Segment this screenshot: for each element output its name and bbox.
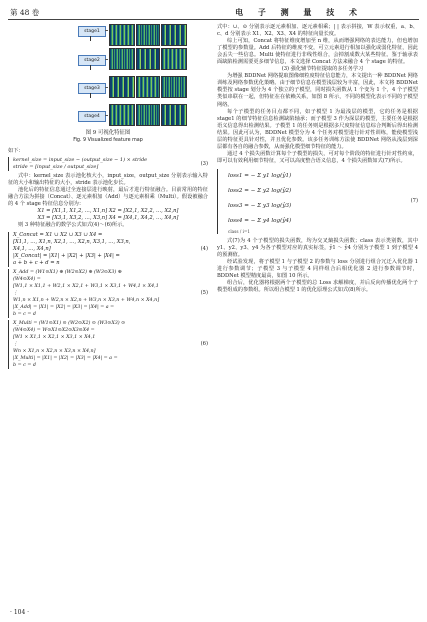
paragraph: 每个子模型的任务目点都不同，如子模型 1 为最浅层的模型，它的任务是根据 stage1 的细节特征信息检测缺陷轴承；而子模型 3 作为深层的模型，主要任务是根据语义信息得出检测结果。子模型 1 的任务则是根据多尺度特征信息综合判断后得出检测结果。因此可认为，BDDNet 模型分为 4 个任务对模型进行针对性训练，能使模型浅层的特征更具针对性，并且优化参数。该多任务训练方法使 BDDNet 网络从浅层到深层都有各自的融合参数，从而强化模型细节特征的能力。 bbox=[217, 108, 418, 150]
header-rule bbox=[8, 19, 419, 20]
equation-line: ⋮ bbox=[13, 290, 18, 296]
paragraph: 式中：∪、⊙ 分别表示逐元素相加、逐元素相乘；| | 表示拼接，W 表示权重，a、b、c、d 分别表示 X1、X2、X3、X4 的特征向量长度。 bbox=[217, 24, 418, 38]
connector bbox=[105, 87, 108, 88]
stage2-box: stage2 bbox=[78, 55, 106, 66]
equation-line: |X_Add| = |X1| = |X2| = |X3| = |X4| = a = bbox=[13, 304, 115, 310]
page-number: · 104 · bbox=[10, 609, 30, 616]
stage4-box: stage4 bbox=[78, 111, 106, 122]
equation-line: b = c = d bbox=[13, 363, 36, 369]
equation-4 bbox=[8, 232, 208, 267]
paragraph: 通过 4 个损失函数计算每个子模型的损失，可对每个阶段的特征进行针对性约束，即可以有效利用细节特征，又可以高度整合语义信息，4 个损失函数如式(7)所示。 bbox=[217, 150, 418, 164]
paragraph: 式中：kernel_size 表示池化核大小，input_size，output_size 分别表示输入特征的大小和输出特征的大小，stride 表示池化步长。 bbox=[8, 173, 208, 187]
feature-map-2c bbox=[161, 48, 187, 70]
flow-arrow bbox=[90, 36, 91, 41]
feature-map-2a bbox=[109, 48, 135, 70]
journal-title: 电 子 测 量 技 术 bbox=[235, 7, 363, 17]
equation-line: [X1,1, …, X1,n, X2,1, …, X2,n, X3,1, …, X3,n, bbox=[13, 238, 131, 245]
equation-line: stride = ⌊input_size / output_size⌋ bbox=[13, 164, 99, 171]
equation-line: X_Multi = (W1⊙X1) ⊙ (W2⊙X2) ⊙ (W3⊙X3) ⊙ bbox=[13, 321, 126, 327]
connector bbox=[105, 59, 108, 60]
equation-6 bbox=[8, 320, 208, 369]
feature-map-figure bbox=[8, 24, 208, 148]
paragraph: 式(7)为 4 个子模型的损失函数，均为交叉熵损失函数；class 表示类别数，其中 y1、y2、y3、y4 为各子模型对应的真实标签，ŷ1 ～ ŷ4 分别为子模型 1 到子模型 4 的预测值。 bbox=[217, 237, 418, 259]
equation-inline: X1 = [X1,1, X1,2, …, X1,n] X2 = [X2,1, X2,2, …, X2,n] bbox=[37, 208, 179, 215]
feature-map-1b bbox=[136, 24, 160, 46]
equation-line: X_Concat = X1 ∪ X2 ∪ X3 ∪ X4 = bbox=[13, 231, 103, 238]
feature-map-4c bbox=[161, 104, 187, 126]
sum-upper-limit: class bbox=[228, 228, 239, 234]
equation-number: (7) bbox=[410, 197, 418, 204]
equation-number: (6) bbox=[200, 341, 208, 348]
stage3-box: stage3 bbox=[78, 83, 106, 94]
figure-caption-en: Fig. 9 Visualized feature map bbox=[73, 138, 143, 143]
paragraph: 组合后，优化器将根据两个子模型的总 Loss 求解梯度，并后反向传播优化两个子模型组成的参数组。所以组合模型 1 的优化原理公式如式(8)所示。 bbox=[217, 280, 418, 294]
equation-line: ⋮ bbox=[13, 342, 18, 348]
loss-line: loss2 = − Σ y2 log(ŷ2) bbox=[228, 187, 292, 194]
equation-line: (W4⊙X4) = bbox=[13, 276, 41, 282]
feature-map-4a bbox=[109, 104, 135, 126]
paragraph: 综上可知，Concat 将特征维度增加至 n 维，从而增强网络的表达能力，但也增加了模型的参数量。Add 后特征的维度不变，可立元素进行相加以强化或弱化特征，因此会丢失一些信息。Multi 使特征进行非线性组合，会掉割成数大某些特征。鉴于轴承表面缺陷检测需要更多细节信息，本文选择 Concat 方法来融合 4 个 stage 的特征。 bbox=[217, 38, 418, 66]
equation-line: [W1,1 × X1,1 + W2,1 × X2,1 + W3,1 × X3,1 + W4,1 × X4,1 bbox=[13, 283, 159, 289]
equation-number: (3) bbox=[200, 160, 208, 167]
paragraph: 如下： bbox=[8, 148, 24, 154]
equation-7: loss1 = − Σ y1 log(ŷ1) loss2 = − Σ y2 log(ŷ2) loss3 = − Σ y3 log(ŷ3) loss4 = − Σ y4 log(ŷ4) class / i=1 (7) bbox=[217, 169, 418, 234]
equation-line: W1,n × X1,n + W2,n × X2,n + W3,n × X3,n + W4,n × X4,n] bbox=[13, 297, 160, 303]
feature-map-1c bbox=[161, 24, 187, 46]
equation-line: b = c = d bbox=[13, 312, 36, 318]
paragraph: 经试验发现，将子模型 1 与子模型 2 的参数与 loss 分别进行组合冗迁入优化器 1 进行参数调节；子模型 3 与子模型 4 同样组合后相优化器 2 进行参数调节时，BDDNet 模型精度最高，如图 10 所示。 bbox=[217, 259, 418, 280]
equation-line: X4,1, …, X4,n] bbox=[13, 245, 51, 252]
loss-line: loss1 = − Σ y1 log(ŷ1) bbox=[228, 172, 292, 179]
figure-caption-cn: 图 9 可视化特征图 bbox=[85, 130, 131, 136]
equation-line: kernel_size = input_size − (output_size − 1) × stride bbox=[13, 157, 148, 164]
paragraph: 则 3 种特征融合的数学公式如式(4)～(6)所示。 bbox=[18, 222, 128, 229]
feature-map-3a bbox=[109, 76, 135, 98]
issue-label: 第 48 卷 bbox=[10, 8, 40, 17]
equation-line: [W1 × X1,1 × X2,1 × X3,1 × X4,1 bbox=[13, 335, 96, 341]
equation-line: a + b + c + d = n bbox=[13, 259, 60, 266]
sum-lower-limit: i=1 bbox=[242, 228, 251, 234]
connector bbox=[105, 30, 108, 31]
flow-arrow bbox=[90, 65, 91, 70]
right-column bbox=[217, 24, 418, 294]
left-column bbox=[8, 24, 208, 371]
equation-line: X_Add = (W1⊙X1) ⊕ (W2⊙X2) ⊕ (W3⊙X3) ⊕ bbox=[13, 269, 122, 275]
feature-map-3b bbox=[136, 76, 160, 98]
page-header bbox=[10, 6, 417, 18]
equation-number: (5) bbox=[200, 289, 208, 296]
equation-3 bbox=[8, 157, 208, 171]
section-heading: (3) 强化辅节特征提取的多任务学习 bbox=[281, 66, 364, 73]
connector bbox=[105, 115, 108, 116]
stage1-box: stage1 bbox=[78, 26, 106, 37]
paragraph: 为增强 BDDNet 网络提取图像细粒度特征信息能力，本文提出一种 BDDNet 网络训练及网络参数优化策略。由于细节信息在模型浅层较为丰富，因此，本文将 BDDNet 模型按 stage 划分为 4 个独立的子模型，同时损失函数从 1 个变为 1 个，4 个子模型类似串联在一起，但特征在在依赖关系，如图 8 所示，不同的模型化表示不同的子模型网络。 bbox=[217, 73, 418, 108]
feature-map-4b bbox=[136, 104, 160, 126]
loss-line: loss3 = − Σ y3 log(ŷ3) bbox=[228, 202, 292, 209]
loss-line: loss4 = − Σ y4 log(ŷ4) bbox=[228, 217, 292, 224]
feature-map-3c bbox=[161, 76, 187, 98]
flow-arrow bbox=[90, 93, 91, 98]
equation-5 bbox=[8, 269, 208, 318]
equation-line: (W4⊙X4) = W⊙X1⊙X2⊙X3⊙X4 = bbox=[13, 328, 95, 334]
feature-map-2b bbox=[136, 48, 160, 70]
equation-inline: X3 = [X3,1, X3,2, …, X3,n] X4 = [X4,1, X4,2, …, X4,n] bbox=[37, 215, 179, 222]
equation-line: |X_Concat| = |X1| + |X2| + |X3| + |X4| = bbox=[13, 252, 120, 259]
equation-number: (4) bbox=[200, 245, 208, 252]
feature-map-1a bbox=[109, 24, 135, 46]
equation-line: Wn × X1,n × X2,n × X3,n × X4,n] bbox=[13, 349, 96, 355]
paragraph: 池化后的特征信息通过全连接层进行映射，最后才进行特征融合。目前常用的特征融合方法为拼接（Concat）、逐元素相加（Add）与逐元素相乘（Multi）。假设被融合的 4 个 stage 特征信息分别为： bbox=[8, 187, 208, 208]
equation-line: |X_Multi| = |X1| = |X2| = |X3| = |X4| = a = bbox=[13, 356, 118, 362]
